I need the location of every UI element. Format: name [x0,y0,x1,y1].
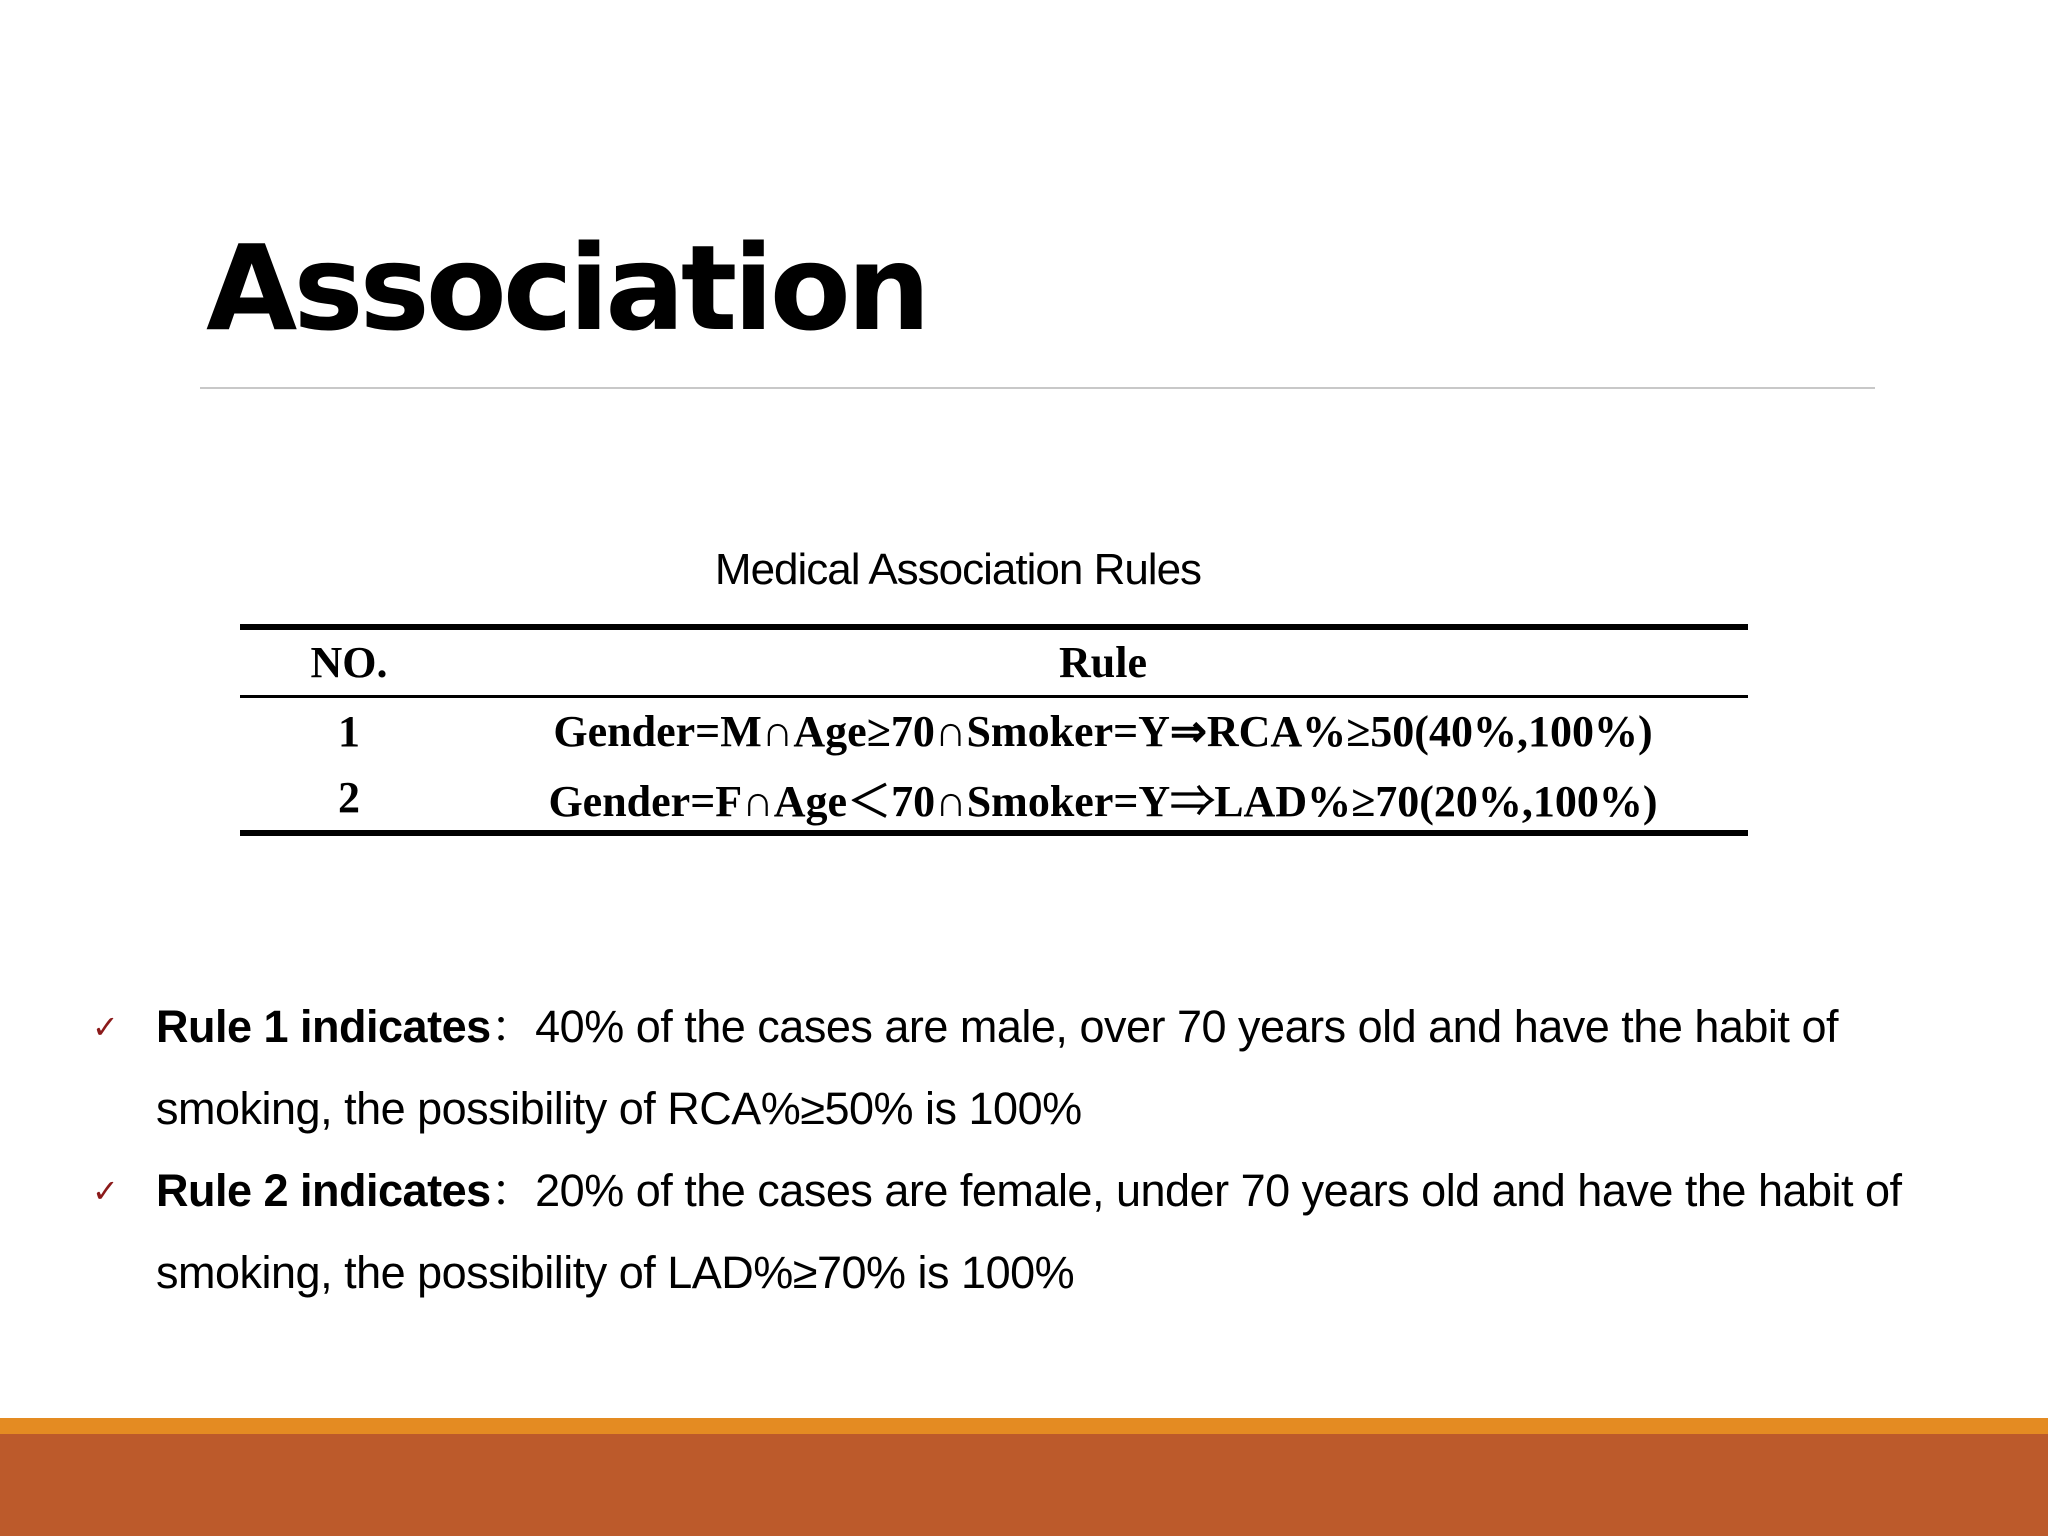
rule-number: 2 [338,772,360,822]
explanation-list [92,986,1956,1314]
slide-title: Association [206,219,927,357]
footer-bar [0,1418,2048,1536]
footer-stripe [0,1418,2048,1434]
rule-number: 1 [338,706,360,756]
checkmark-icon: ✓ [92,1009,119,1045]
table-row [240,764,1748,833]
title-divider [200,387,1875,389]
bullet-separator: ： [490,1165,536,1216]
table-header-row [240,627,1748,697]
header-no: NO. [310,638,388,687]
header-rule: Rule [1059,638,1147,687]
bullet-lead: Rule 2 indicates [156,1165,491,1216]
table-row [240,697,1748,765]
bullet-lead: Rule 1 indicates [156,1001,491,1052]
list-item [92,986,1956,1150]
association-rules-table [240,624,1748,836]
bullet-text: 40% of the cases are male, over 70 years old and have the habit of smoking, the possibility of RCA%≥50% is 100% [156,1001,1838,1134]
table-caption: Medical Association Rules [714,545,1202,594]
list-item [92,1150,1956,1314]
bullet-text: 20% of the cases are female, under 70 years old and have the habit of smoking, the possibility of LAD%≥70% is 100% [156,1165,1902,1298]
rule-text: Gender=M∩Age≥70∩Smoker=Y⇒RCA%≥50(40%,100%) [553,706,1653,756]
checkmark-icon: ✓ [92,1173,119,1209]
bullet-separator: ： [490,1001,536,1052]
rule-text: Gender=F∩Age＜70∩Smoker=Y⇒LAD%≥70(20%,100%) [548,777,1658,826]
